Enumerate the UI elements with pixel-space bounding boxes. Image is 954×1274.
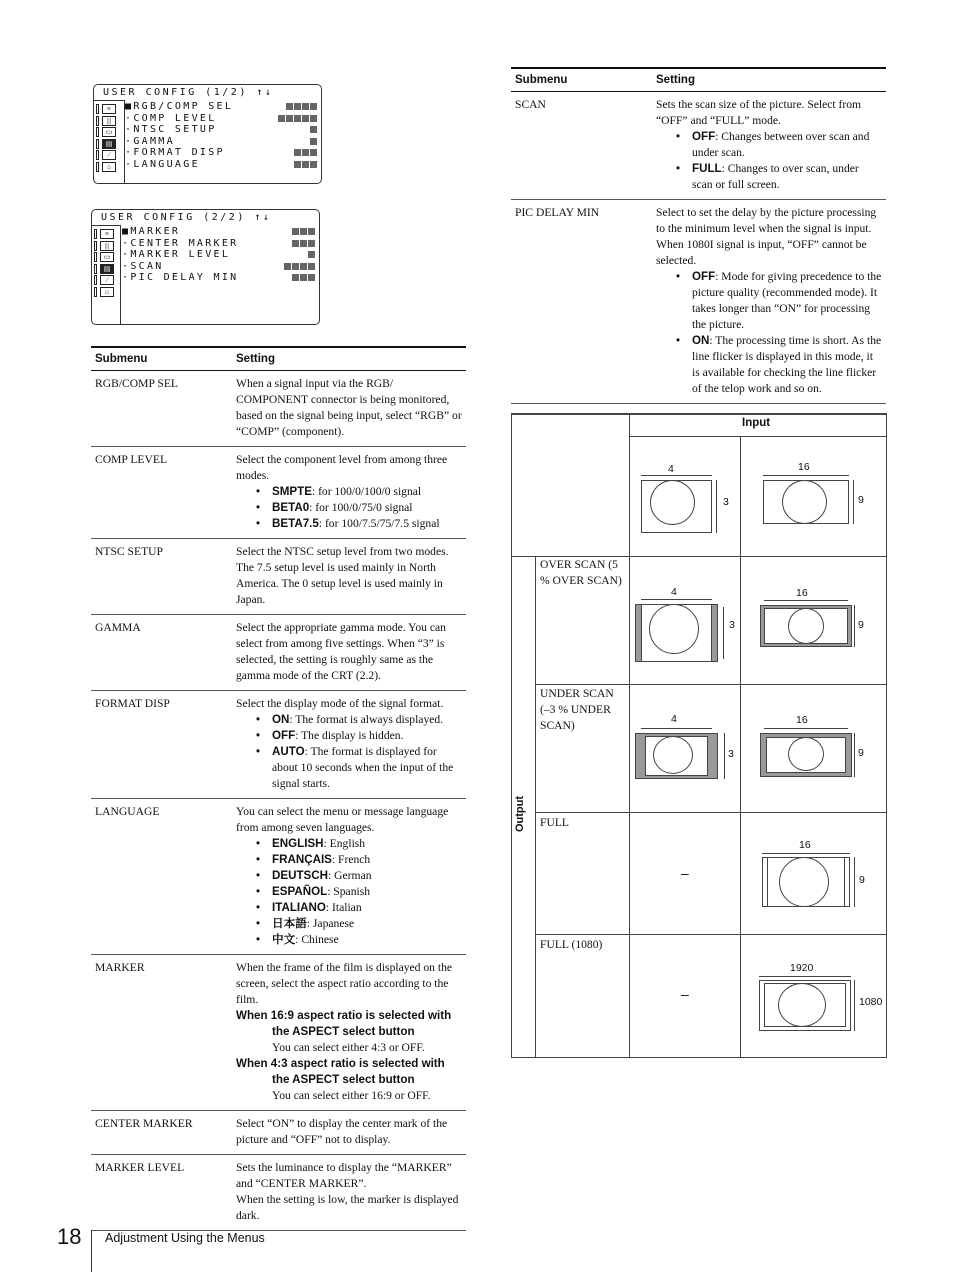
value-block: [294, 149, 301, 156]
table-row: NTSC SETUP Select the NTSC setup level from two modes. The 7.5 setup level is used mainly in North America. The 0 setup level is used mainly in Japan.: [91, 539, 466, 615]
na-dash: –: [681, 865, 689, 881]
menu-2-item: [122, 261, 317, 273]
menu-item-label: ·SCAN: [122, 260, 164, 272]
menu-1-item: [125, 101, 319, 113]
table-row: SCAN Sets the scan size of the picture. Select from “OFF” and “FULL” mode. • OFF: Changes between over scan and under scan. • FULL: Changes to over scan, under scan or full screen.: [511, 92, 886, 200]
value-block: [308, 274, 315, 281]
value-block: [294, 103, 301, 110]
col-setting: Setting: [652, 68, 886, 92]
menu-item-value-indicator: [278, 115, 317, 122]
value-block: [292, 274, 299, 281]
pencil-icon: ∕: [100, 275, 114, 285]
value-block: [294, 115, 301, 122]
table-row: MARKER When the frame of the film is displayed on the screen, select the aspect ratio according to the film. When 16:9 aspect ratio is selected with the ASPECT select button You can select either 4:3 or OFF. When 4:3 aspect ratio is selected with the ASPECT select button You can select either 16:9 or OFF.: [91, 955, 466, 1111]
menu-item-value-indicator: [294, 161, 317, 168]
value-block: [310, 103, 317, 110]
menu-1-item: [125, 147, 319, 159]
value-block: [302, 115, 309, 122]
section-title: Adjustment Using the Menus: [105, 1231, 265, 1245]
menu-item-label: ·GAMMA: [125, 135, 175, 147]
menu-1-item: [125, 124, 319, 136]
value-block: [284, 263, 291, 270]
menu-item-value-indicator: [286, 103, 317, 110]
value-block: [302, 103, 309, 110]
bars-icon: |||: [100, 241, 114, 251]
input-icon: ≡: [100, 229, 114, 239]
menu-1-item: [125, 136, 319, 148]
row-full-1080: FULL (1080): [540, 938, 603, 951]
value-block: [310, 149, 317, 156]
value-block: [310, 161, 317, 168]
screen-icon: ▭: [102, 127, 116, 137]
menu-screen-2: [91, 209, 320, 325]
menu-2-item: [122, 272, 317, 284]
menu-2-icon-column: [92, 225, 121, 324]
menu-item-label: ■MARKER: [122, 226, 181, 237]
value-block: [292, 263, 299, 270]
value-block: [310, 138, 317, 145]
value-block: [286, 103, 293, 110]
submenu-table-right: [511, 67, 886, 404]
menu-2-title: USER CONFIG (2/2) ↑↓: [101, 212, 272, 223]
menu-item-value-indicator: [292, 240, 315, 247]
table-row: LANGUAGE You can select the menu or message language from among seven languages. • ENGLISH: English • FRANÇAIS: French • DEUTSCH: German • ESPAÑOL: Spanish • ITALIANO: Italian • 日本語: Japanese • 中文: Chinese: [91, 799, 466, 955]
value-block: [300, 228, 307, 235]
table-row: MARKER LEVEL Sets the luminance to display the “MARKER” and “CENTER MARKER”. When the setting is low, the marker is displayed dark.: [91, 1155, 466, 1231]
menu-item-value-indicator: [284, 263, 315, 270]
col-submenu: Submenu: [511, 68, 652, 92]
menu-2-item: [122, 226, 317, 238]
menu-item-label: ·CENTER MARKER: [122, 237, 239, 249]
figure-under-scan-16-9: 16 9: [758, 714, 870, 784]
menu-1-title: USER CONFIG (1/2) ↑↓: [103, 87, 274, 98]
menu-1-items: [125, 101, 319, 181]
menu-item-value-indicator: [292, 274, 315, 281]
row-full: FULL: [540, 816, 569, 829]
value-block: [308, 251, 315, 258]
figure-under-scan-4-3: 4 3: [633, 713, 743, 783]
menu-2-item: [122, 238, 317, 250]
input-header: Input: [742, 417, 771, 429]
menu-item-value-indicator: [310, 138, 317, 145]
menu-2-item: [122, 249, 317, 261]
col-setting: Setting: [232, 347, 466, 371]
menu-1-item: [125, 159, 319, 171]
output-header: Output: [514, 795, 526, 833]
lock-icon: ⌂: [102, 162, 116, 172]
value-block: [286, 115, 293, 122]
menu-item-value-indicator: [294, 149, 317, 156]
pencil-icon: ∕: [102, 150, 116, 160]
input-icon: ≡: [102, 104, 116, 114]
value-block: [308, 228, 315, 235]
value-block: [302, 161, 309, 168]
menu-item-label: ·COMP LEVEL: [125, 112, 217, 124]
row-over-scan: OVER SCAN (5 % OVER SCAN): [540, 558, 622, 587]
menu-item-label: ·NTSC SETUP: [125, 124, 217, 135]
value-block: [308, 263, 315, 270]
value-block: [308, 240, 315, 247]
col-submenu: Submenu: [91, 347, 232, 371]
menu-item-value-indicator: [310, 126, 317, 133]
lock-icon: ⌂: [100, 287, 114, 297]
table-row: RGB/COMP SEL When a signal input via the RGB/ COMPONENT connector is being monitored, based on the signal being input, select “RGB” or “COMP” (component).: [91, 371, 466, 447]
menu-screen-1: [93, 84, 322, 184]
figure-input-16-9: 16 9: [760, 461, 870, 531]
value-block: [292, 228, 299, 235]
table-row: PIC DELAY MIN Select to set the delay by the picture processing to the minimum level when the signal is input. When 1080I signal is input, “OFF” cannot be selected. • OFF: Mode for giving precedence to the picture quality (recommended mode). It takes longer than “ON” for processing the picture. • ON: The processing time is short. As the line flicker is displayed in this mode, it is available for checking the line flicker of the telop work and so on.: [511, 200, 886, 404]
table-row: GAMMA Select the appropriate gamma mode. You can select from among five settings. When “3” is selected, the setting is roughly same as the gamma mode of the CRT (2.2).: [91, 615, 466, 691]
value-block: [300, 263, 307, 270]
value-block: [302, 149, 309, 156]
row-under-scan: UNDER SCAN (–3 % UNDER SCAN): [540, 687, 614, 732]
menu-item-label: ·PIC DELAY MIN: [122, 272, 239, 283]
menu-2-items: [122, 226, 317, 306]
footer-divider: [91, 1230, 92, 1272]
menu-1-icon-column: [94, 100, 125, 183]
bars-icon: |||: [102, 116, 116, 126]
screen-icon: ▭: [100, 252, 114, 262]
figure-full-16-9: 16 9: [758, 839, 870, 911]
menu-1-item: [125, 113, 319, 125]
table-row: CENTER MARKER Select “ON” to display the center mark of the picture and “OFF” not to display.: [91, 1111, 466, 1155]
value-block: [300, 240, 307, 247]
value-block: [310, 126, 317, 133]
menu-item-value-indicator: [292, 228, 315, 235]
menu-item-label: ·MARKER LEVEL: [122, 249, 231, 260]
figure-input-4-3: 4 3: [636, 463, 736, 533]
value-block: [292, 240, 299, 247]
page-number: 18: [57, 1224, 82, 1249]
menu-item-label: ·LANGUAGE: [125, 158, 200, 170]
value-block: [310, 115, 317, 122]
figure-over-scan-16-9: 16 9: [758, 587, 870, 657]
value-block: [278, 115, 285, 122]
na-dash: –: [681, 986, 689, 1002]
figure-full-1080: 1920 1080: [756, 962, 886, 1034]
table-row: FORMAT DISP Select the display mode of the signal format. • ON: The format is always displayed. • OFF: The display is hidden. • AUTO: The format is displayed for about 10 seconds when the input of the signal starts.: [91, 691, 466, 799]
value-block: [300, 274, 307, 281]
menu-item-value-indicator: [308, 251, 315, 258]
value-block: [294, 161, 301, 168]
figure-over-scan-4-3: 4 3: [633, 586, 743, 681]
menu-item-label: ■RGB/COMP SEL: [125, 101, 234, 112]
menu-item-label: ·FORMAT DISP: [125, 147, 225, 158]
submenu-table-left: [91, 346, 466, 1231]
table-row: COMP LEVEL Select the component level from among three modes. • SMPTE: for 100/0/100/0 signal • BETA0: for 100/0/75/0 signal • BETA7.5: for 100/7.5/75/7.5 signal: [91, 447, 466, 539]
user-config-icon: ▤: [100, 264, 114, 274]
user-config-icon: ▤: [102, 139, 116, 149]
